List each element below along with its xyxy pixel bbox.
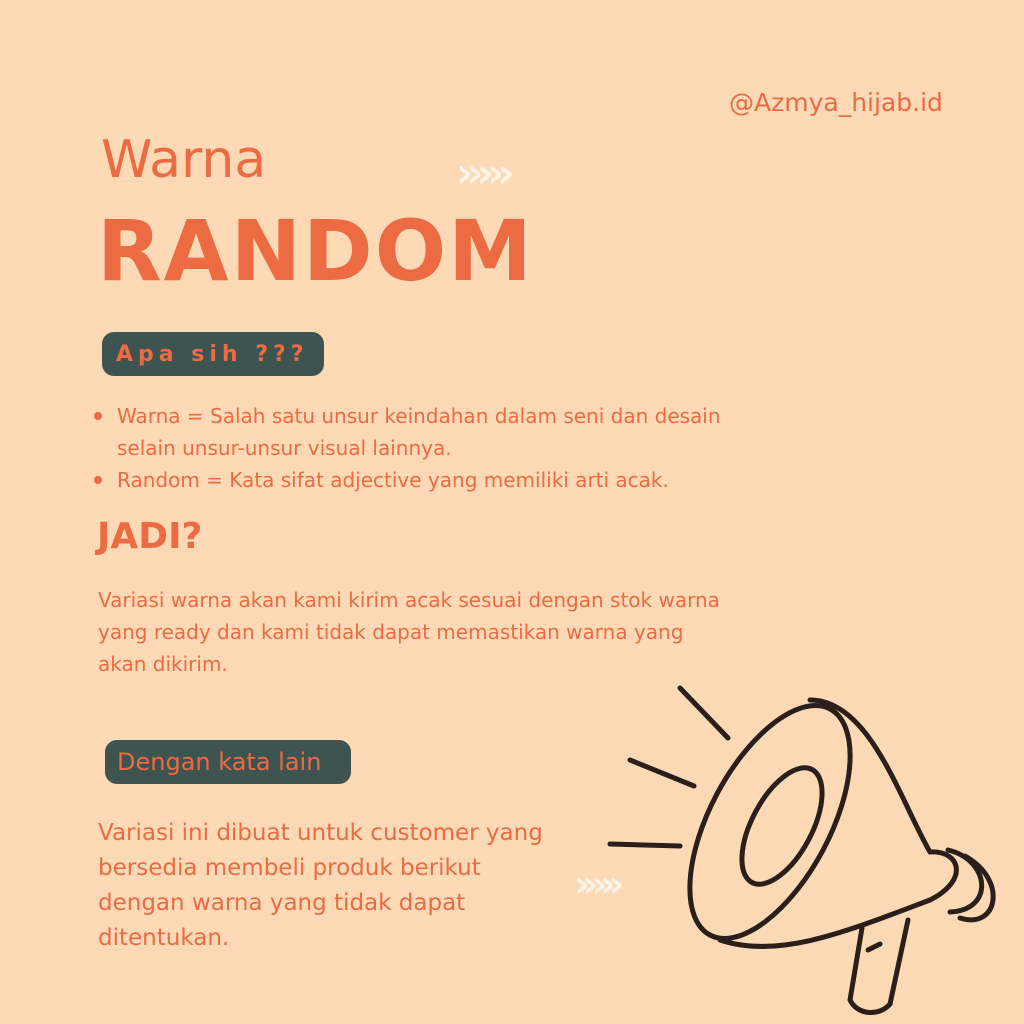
summary-text: Variasi ini dibuat untuk customer yang bersedia membeli produk berikut dengan warna yang tidak dapat ditentukan. [98,820,543,951]
bullet-dot-icon [94,412,102,420]
definition-text: Random = Kata sifat adjective yang memiliki arti acak. [117,468,669,492]
conclusion-heading: JADI? [97,516,203,557]
definition-text: Warna = Salah satu unsur keindahan dalam seni dan desain selain unsur-unsur visual lainnya. [117,404,721,460]
title-line-2: RANDOM [97,202,534,300]
definition-list [92,400,732,496]
what-is-it-label: Apa sih ??? [116,341,309,367]
chevrons-top-decoration: ››››› [456,148,508,197]
instagram-handle: @Azmya_hijab.id [729,88,943,117]
in-other-words-label: Dengan kata lain [117,748,322,776]
what-is-it-pill [102,332,324,376]
megaphone-icon [600,680,1010,1024]
in-other-words-pill [105,740,351,784]
chevrons-bottom-decoration: ››››› [574,862,618,906]
title-line-1: Warna [101,130,267,190]
conclusion-text: Variasi warna akan kami kirim acak sesuai dengan stok warna yang ready dan kami tidak dapat memastikan warna yang akan dikirim. [98,588,720,676]
definition-item [92,400,732,464]
definition-item [92,464,732,496]
bullet-dot-icon [94,476,102,484]
